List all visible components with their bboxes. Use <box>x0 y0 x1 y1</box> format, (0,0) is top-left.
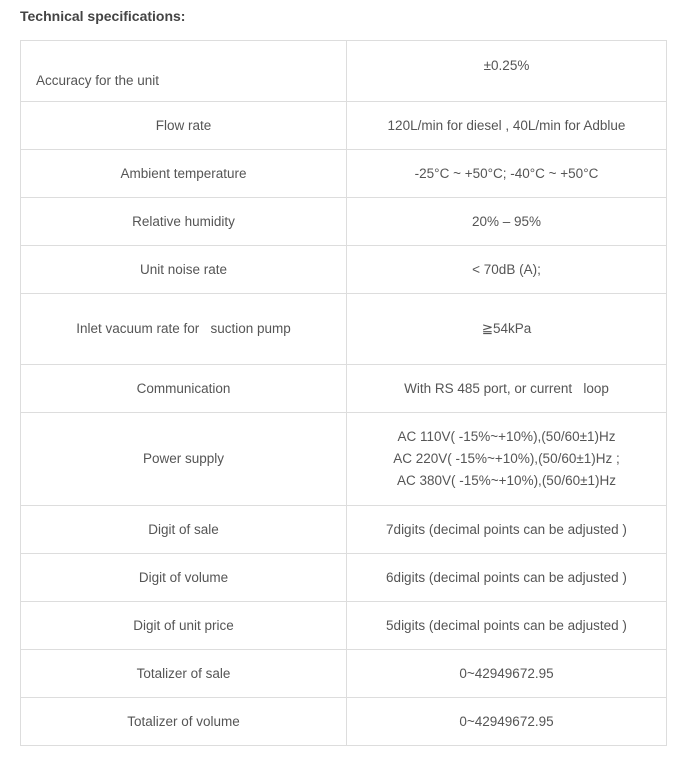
spec-label: Flow rate <box>21 102 347 150</box>
spec-value <box>347 602 667 650</box>
spec-value <box>347 150 667 198</box>
spec-row <box>21 554 667 602</box>
spec-row <box>21 102 667 150</box>
spec-value <box>347 41 667 102</box>
spec-label: Power supply <box>21 413 347 506</box>
spec-label: Totalizer of sale <box>21 650 347 698</box>
spec-value-line: AC 380V( -15%~+10%),(50/60±1)Hz <box>396 473 617 488</box>
spec-row <box>21 41 667 102</box>
spec-value-line: 6digits (decimal points can be adjusted ) <box>386 569 627 585</box>
spec-label: Digit of volume <box>21 554 347 602</box>
spec-value-line: 5digits (decimal points can be adjusted ) <box>386 617 627 633</box>
spec-label: Unit noise rate <box>21 246 347 294</box>
spec-value-line: 0~42949672.95 <box>459 713 554 729</box>
spec-label: Communication <box>21 365 347 413</box>
spec-value-line: ≧54kPa <box>481 321 532 336</box>
spec-row <box>21 506 667 554</box>
spec-row <box>21 246 667 294</box>
section-title: Technical specifications: <box>20 8 186 24</box>
spec-row <box>21 602 667 650</box>
spec-row <box>21 294 667 365</box>
spec-value-line: -25°C ~ +50°C; -40°C ~ +50°C <box>414 165 599 181</box>
spec-value <box>347 413 667 506</box>
spec-label: Ambient temperature <box>21 150 347 198</box>
spec-label: Totalizer of volume <box>21 698 347 746</box>
spec-value <box>347 698 667 746</box>
spec-value-line: < 70dB (A); <box>472 261 541 277</box>
spec-label: Accuracy for the unit <box>21 41 347 102</box>
spec-value-line: With RS 485 port, or current loop <box>404 380 609 396</box>
spec-row <box>21 150 667 198</box>
spec-label: Digit of unit price <box>21 602 347 650</box>
spec-row <box>21 413 667 506</box>
spec-row <box>21 650 667 698</box>
spec-value-line: 20% – 95% <box>471 213 542 229</box>
spec-value <box>347 365 667 413</box>
spec-value <box>347 198 667 246</box>
spec-value <box>347 102 667 150</box>
spec-value-line: ±0.25% <box>483 58 530 73</box>
spec-row <box>21 698 667 746</box>
spec-value-line: AC 110V( -15%~+10%),(50/60±1)Hz <box>397 429 616 444</box>
spec-value <box>347 294 667 365</box>
spec-label: Inlet vacuum rate for suction pump <box>21 294 347 365</box>
spec-table <box>20 40 667 746</box>
spec-value-line: 120L/min for diesel , 40L/min for Adblue <box>387 117 626 133</box>
spec-row <box>21 198 667 246</box>
spec-row <box>21 365 667 413</box>
spec-value <box>347 554 667 602</box>
spec-value <box>347 650 667 698</box>
spec-value-line: 7digits (decimal points can be adjusted ) <box>386 521 627 537</box>
spec-value <box>347 506 667 554</box>
spec-value-line: 0~42949672.95 <box>459 665 554 681</box>
spec-value-line: AC 220V( -15%~+10%),(50/60±1)Hz ; <box>393 451 620 466</box>
spec-label: Digit of sale <box>21 506 347 554</box>
spec-value <box>347 246 667 294</box>
spec-label: Relative humidity <box>21 198 347 246</box>
